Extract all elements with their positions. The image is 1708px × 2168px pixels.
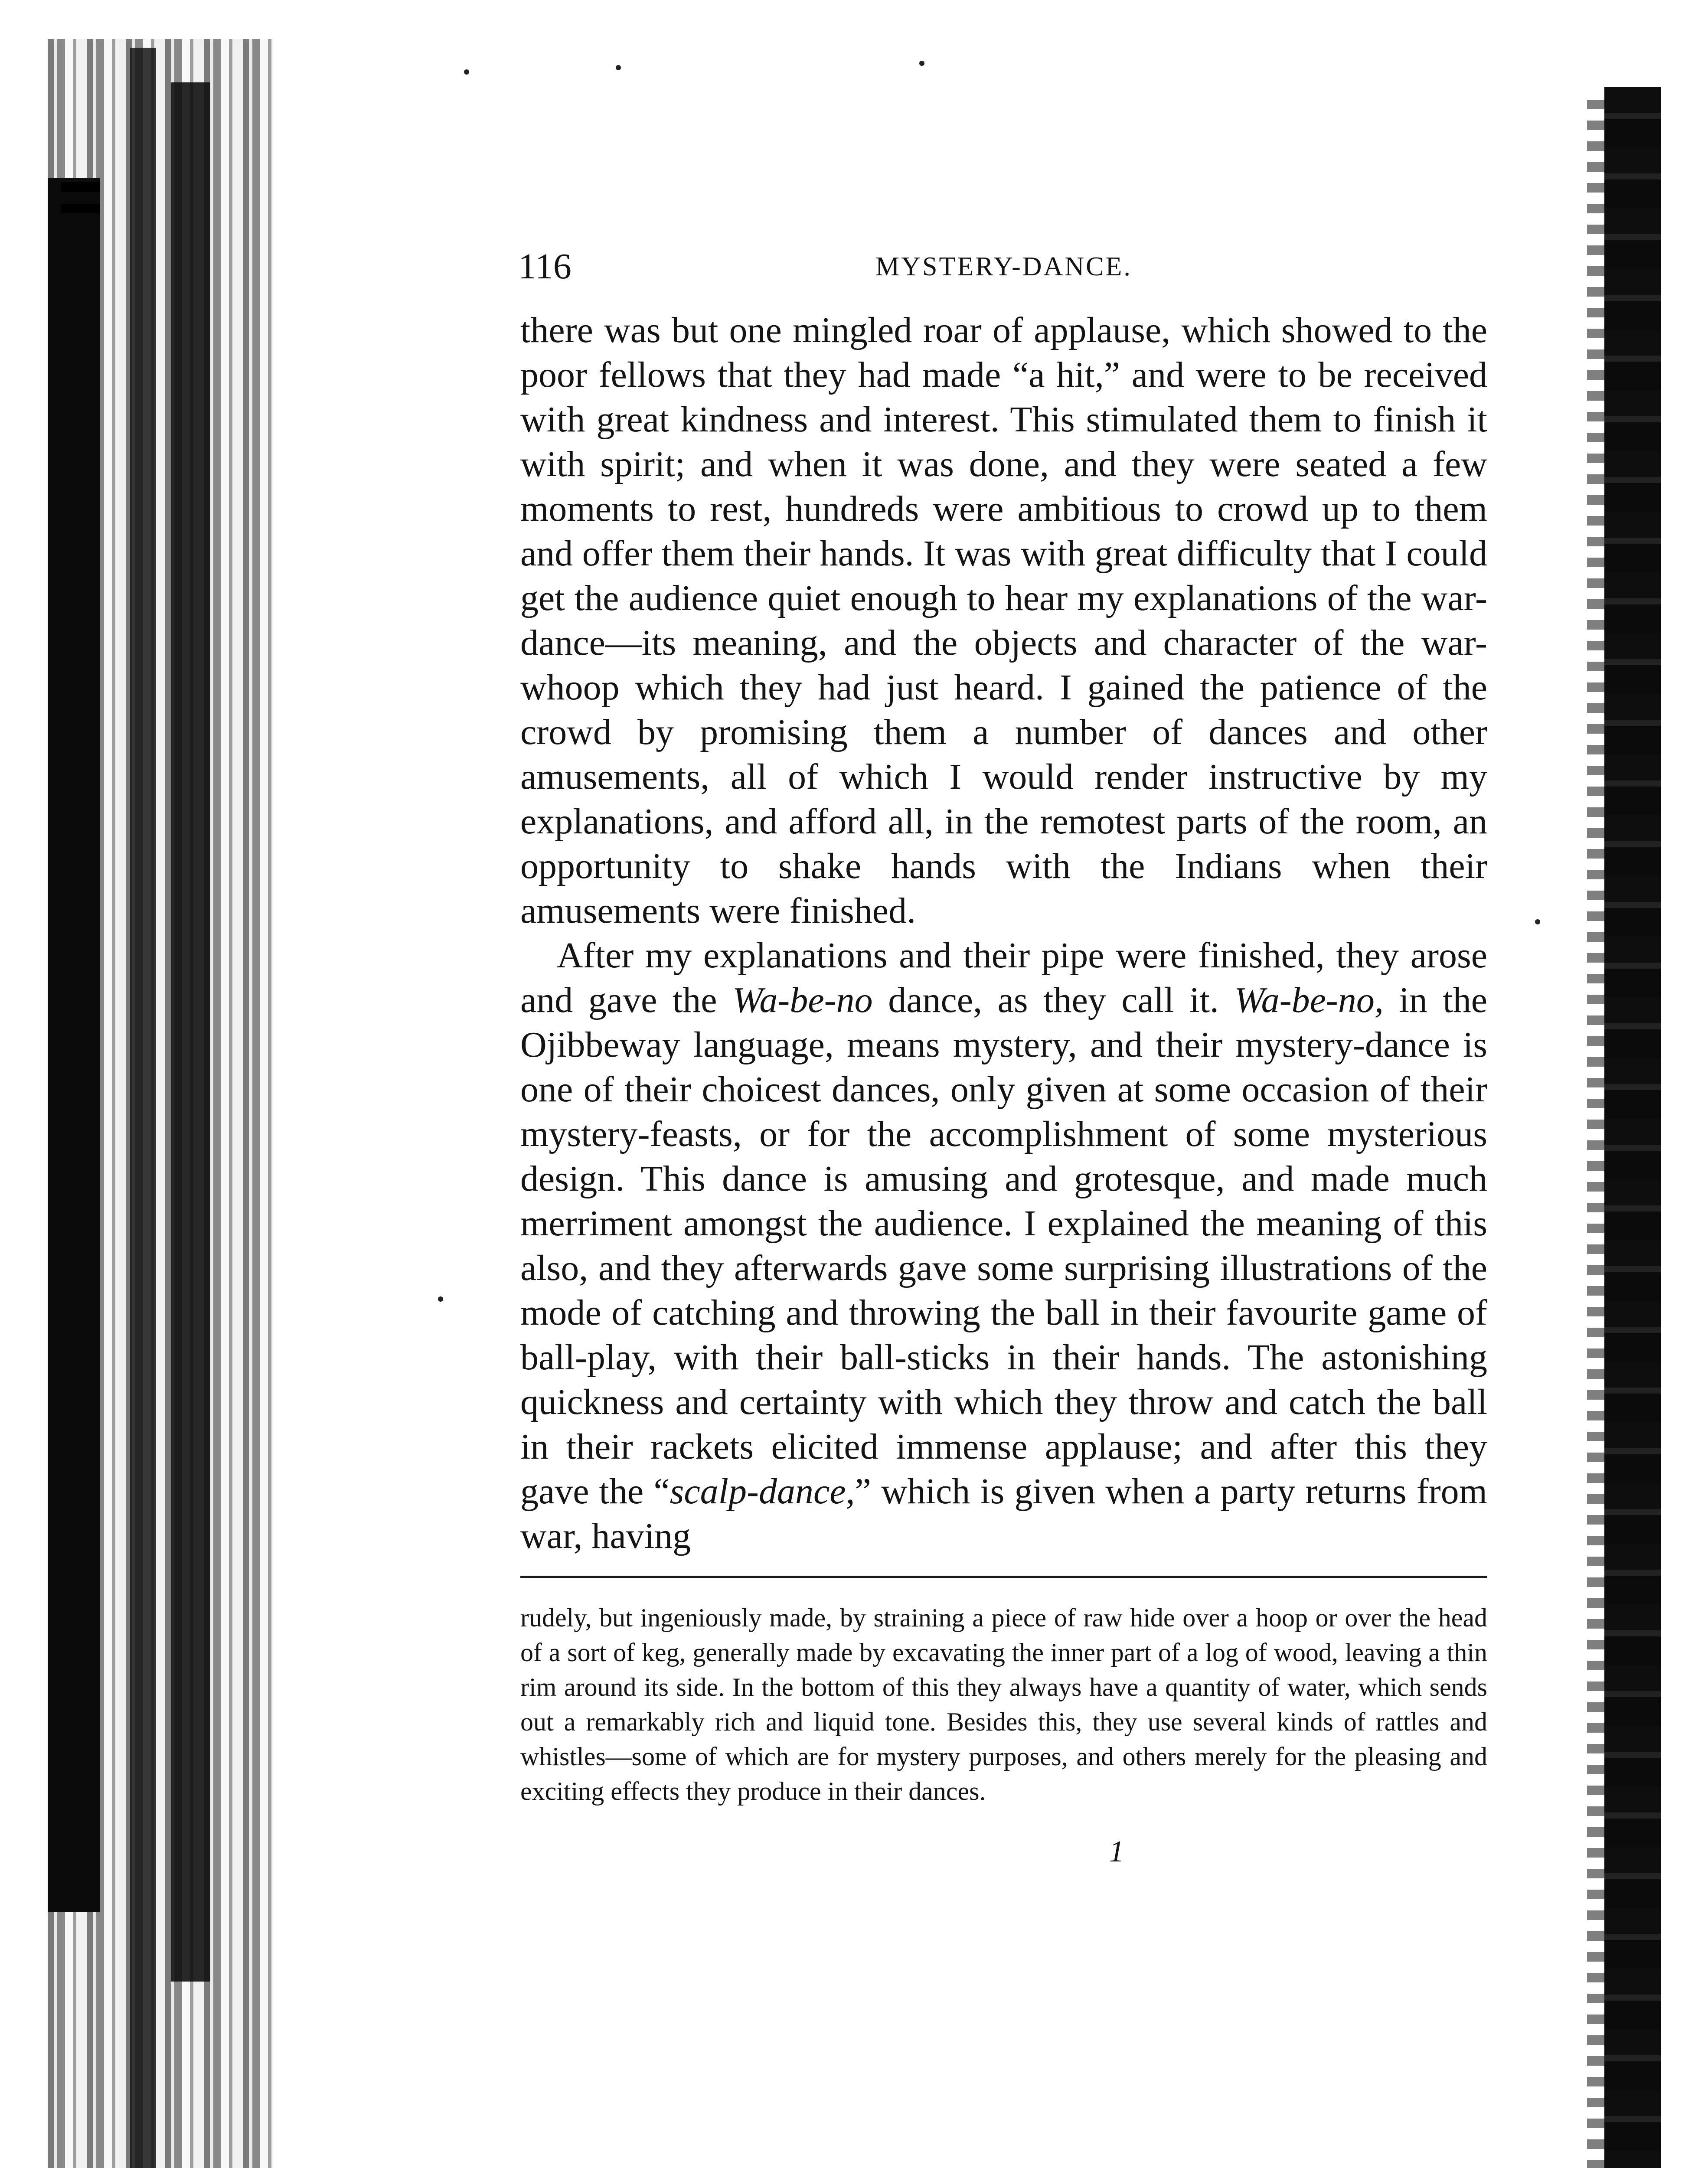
scan-shadow-left-band-2: [171, 82, 210, 1982]
scan-mark: [61, 182, 100, 192]
text-run: ” which is given when a party returns from war, having: [520, 1471, 1487, 1556]
italic-term: Wa-be-no: [732, 980, 873, 1020]
scan-speck: [616, 65, 621, 70]
scan-shadow-left-band: [130, 48, 156, 2168]
italic-term: scalp-dance,: [669, 1471, 855, 1512]
text-run: After my explanations and their pipe were finished, they arose and gave the: [520, 935, 1487, 1020]
paragraph: there was but one mingled roar of applause, which showed to the poor fellows that they had made “a hit,” and were to be received with great kindness and interest. This stimulated them to finish it with spirit; and when it was done, and they were seated a few moments to rest, hundreds were ambitious to crowd up to them and offer them their hands. It was with great difficulty that I could get the audience quiet enough to hear my explanations of the war-dance—its meaning, and the objects and character of the war-whoop which they had just heard. I gained the patience of the crowd by promising them a number of dances and other amusements, all of which I would render instructive by my explanations, and afford all, in the remotest parts of the room, an opportunity to shake hands with the Indians when their amusements were finished.: [520, 310, 1487, 931]
scan-mark: [61, 204, 100, 213]
page-mark: 1: [1109, 1835, 1124, 1868]
footnote: rudely, but ingeniously made, by straining a piece of raw hide over a hoop or over the head of a sort of keg, generally made by excavating the inner part of a log of wood, leaving a thin rim around its side. In the bottom of this they always have a quantity of water, which sends out a remarkably rich and liquid tone. Besides this, they use several kinds of rattles and whistles—some of which are for mystery purposes, and others merely for the pleasing and exciting effects they produce in their dances.: [520, 1603, 1487, 1806]
page-number: 116: [518, 246, 572, 287]
body-text: [520, 308, 1487, 1558]
scan-speck: [438, 1296, 443, 1302]
footnote-rule: [520, 1576, 1487, 1578]
italic-term: Wa-be-no,: [1234, 980, 1384, 1020]
scan-speck: [464, 69, 469, 75]
scan-speck: [919, 61, 924, 66]
book-page: [520, 243, 1487, 1869]
scan-shadow-right-edge: [1587, 100, 1604, 2168]
running-title: MYSTERY-DANCE.: [875, 252, 1132, 281]
running-head: [520, 243, 1487, 291]
scan-speck: [1535, 919, 1540, 924]
text-run: dance, as they call it.: [872, 980, 1234, 1020]
scan-shadow-left-dark: [48, 178, 100, 1912]
text-run: in the Ojibbeway language, means mystery, and their mystery-dance is one of their choicest dances, only given at some occasion of their mystery-feasts, or for the accomplishment of some mysterious design. This dance is amusing and grotesque, and made much merriment amongst the audience. I explained the meaning of this also, and they afterwards gave some surprising illustrations of the mode of catching and throwing the ball in their favourite game of ball-play, with their ball-sticks in their hands. The astonishing quickness and certainty with which they throw and catch the ball in their rackets elicited immense applause; and after this they gave the “: [520, 980, 1487, 1512]
scan-shadow-right: [1604, 87, 1661, 2168]
paragraph: [520, 933, 1487, 1558]
